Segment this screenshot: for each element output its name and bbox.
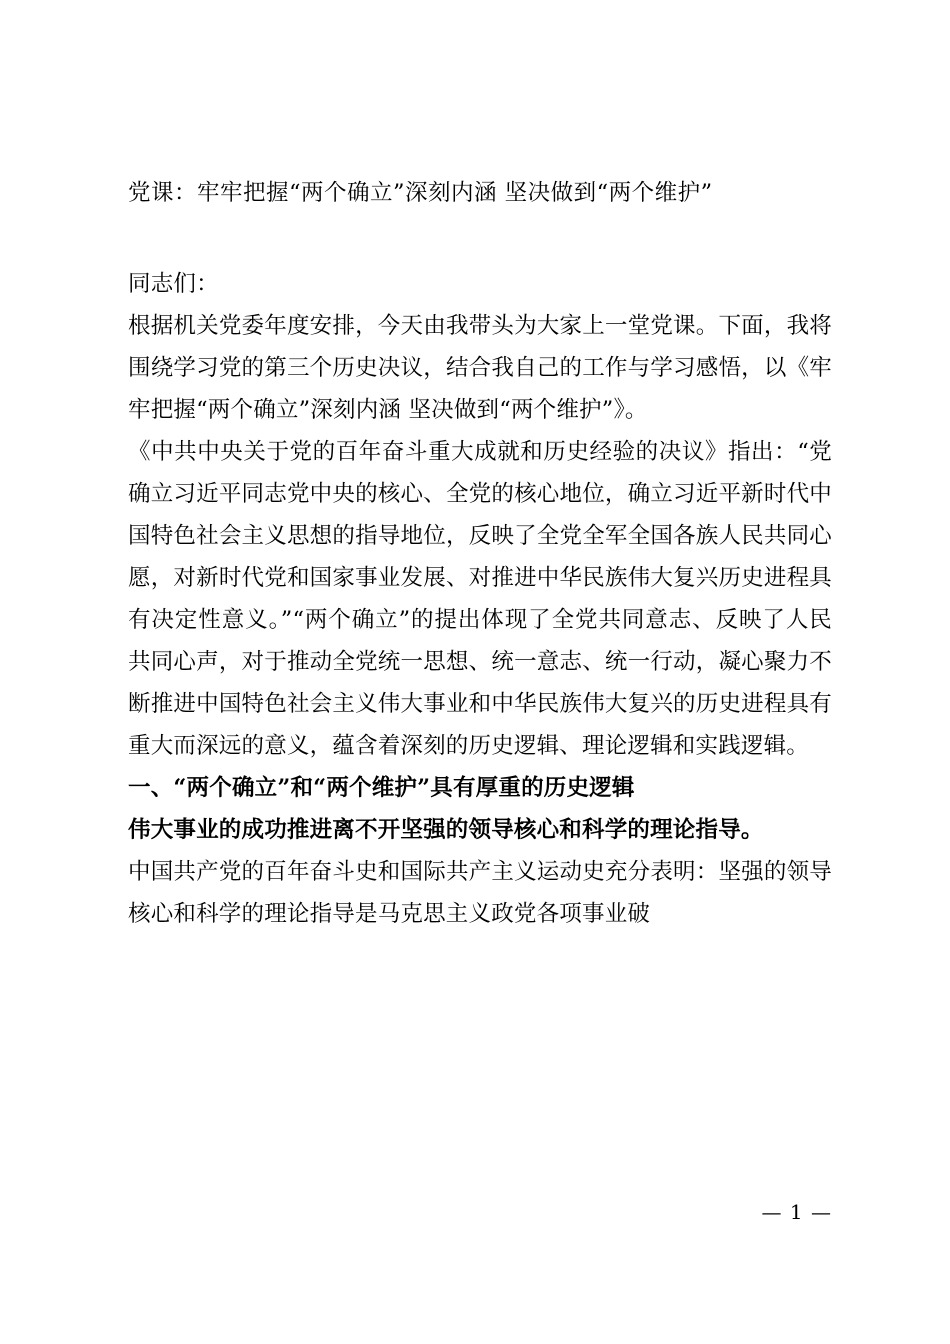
body-paragraph-3: 中国共产党的百年奋斗史和国际共产主义运动史充分表明：坚强的领导核心和科学的理论指导是马克思主义政党各项事业破 [128, 859, 832, 927]
body-paragraph-2: 《中共中央关于党的百年奋斗重大成就和历史经验的决议》指出：“党确立习近平同志党中央的核心、全党的核心地位，确立习近平新时代中国特色社会主义思想的指导地位，反映了全党全军全国各族人民共同心愿，对新时代党和国家事业发展、对推进中华民族伟大复兴历史进程具有决定性意义。”“两个确立”的提出体现了全党共同意志、反映了人民共同心声，对于推动全党统一思想、统一意志、统一行动，凝心聚力不断推进中国特色社会主义伟大事业和中华民族伟大复兴的历史进程具有重大而深远的意义，蕴含着深刻的历史逻辑、理论逻辑和实践逻辑。 [128, 439, 832, 759]
page-number: — 1 — [761, 1200, 832, 1224]
page-title: 党课：牢牢把握“两个确立”深刻内涵 坚决做到“两个维护” [128, 180, 713, 206]
body-paragraph-1: 根据机关党委年度安排，今天由我带头为大家上一堂党课。下面，我将围绕学习党的第三个历史决议，结合我自己的工作与学习感悟，以《牢牢把握“两个确立”深刻内涵 坚决做到“两个维护”》。 [128, 313, 832, 423]
section-lead-sentence: 伟大事业的成功推进离不开坚强的领导核心和科学的理论指导。 [128, 817, 764, 843]
section-heading-1: 一、“两个确立”和“两个维护”具有厚重的历史逻辑 [128, 775, 635, 801]
salutation: 同志们： [128, 271, 219, 297]
